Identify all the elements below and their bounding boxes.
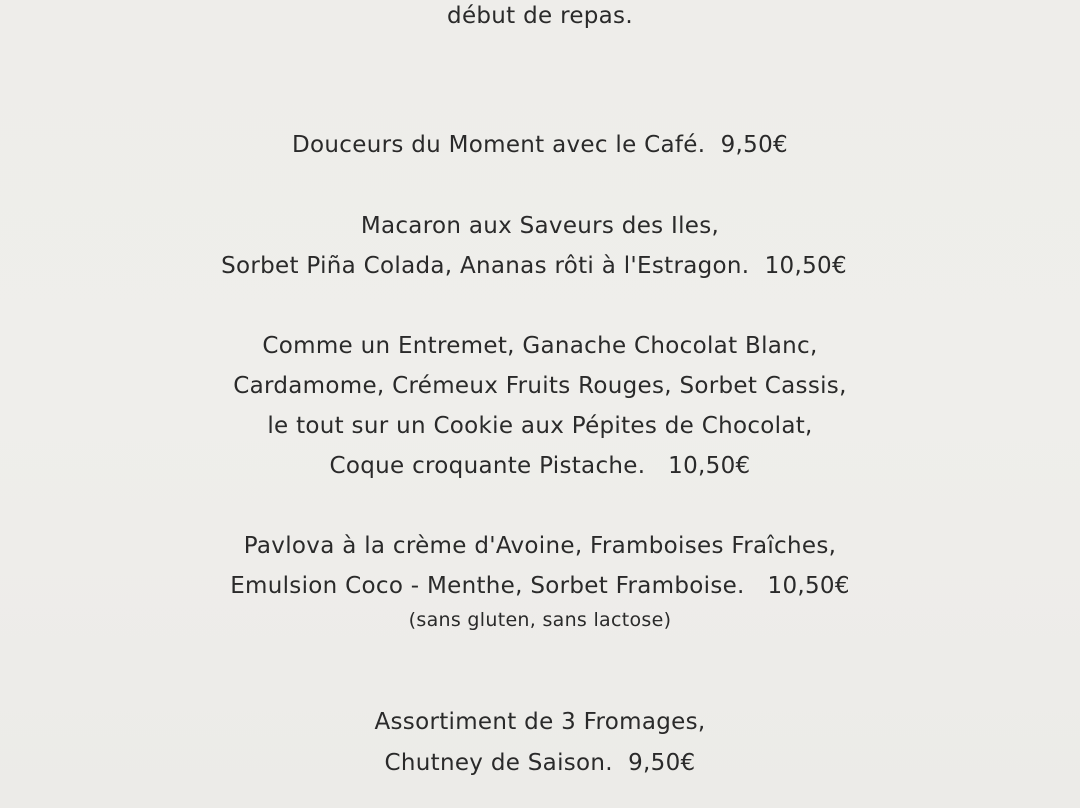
dessert-item-pavlova-line-1: Pavlova à la crème d'Avoine, Framboises Fraîches, [243,533,837,559]
intro-text: début de repas. [447,3,633,29]
dessert-item-entremet-line-2: Cardamome, Crémeux Fruits Rouges, Sorbet Cassis, [233,373,847,399]
dessert-item-entremet-line-4: Coque croquante Pistache. 10,50€ [329,453,751,479]
dessert-item-pavlova-note: (sans gluten, sans lactose) [408,609,672,631]
dessert-item-macaron-line-1: Macaron aux Saveurs des Iles, [360,213,720,239]
dessert-item-macaron-line-2: Sorbet Piña Colada, Ananas rôti à l'Estragon. 10,50€ [221,253,847,279]
cheese-item-line-2: Chutney de Saison. 9,50€ [384,750,696,776]
dessert-item-coffee: Douceurs du Moment avec le Café. 9,50€ [292,132,788,158]
cheese-item-line-1: Assortiment de 3 Fromages, [374,709,706,735]
dessert-item-entremet-line-3: le tout sur un Cookie aux Pépites de Chocolat, [267,413,813,439]
dessert-item-entremet-line-1: Comme un Entremet, Ganache Chocolat Blanc, [262,333,818,359]
dessert-item-pavlova-line-2: Emulsion Coco - Menthe, Sorbet Framboise. 10,50€ [230,573,850,599]
